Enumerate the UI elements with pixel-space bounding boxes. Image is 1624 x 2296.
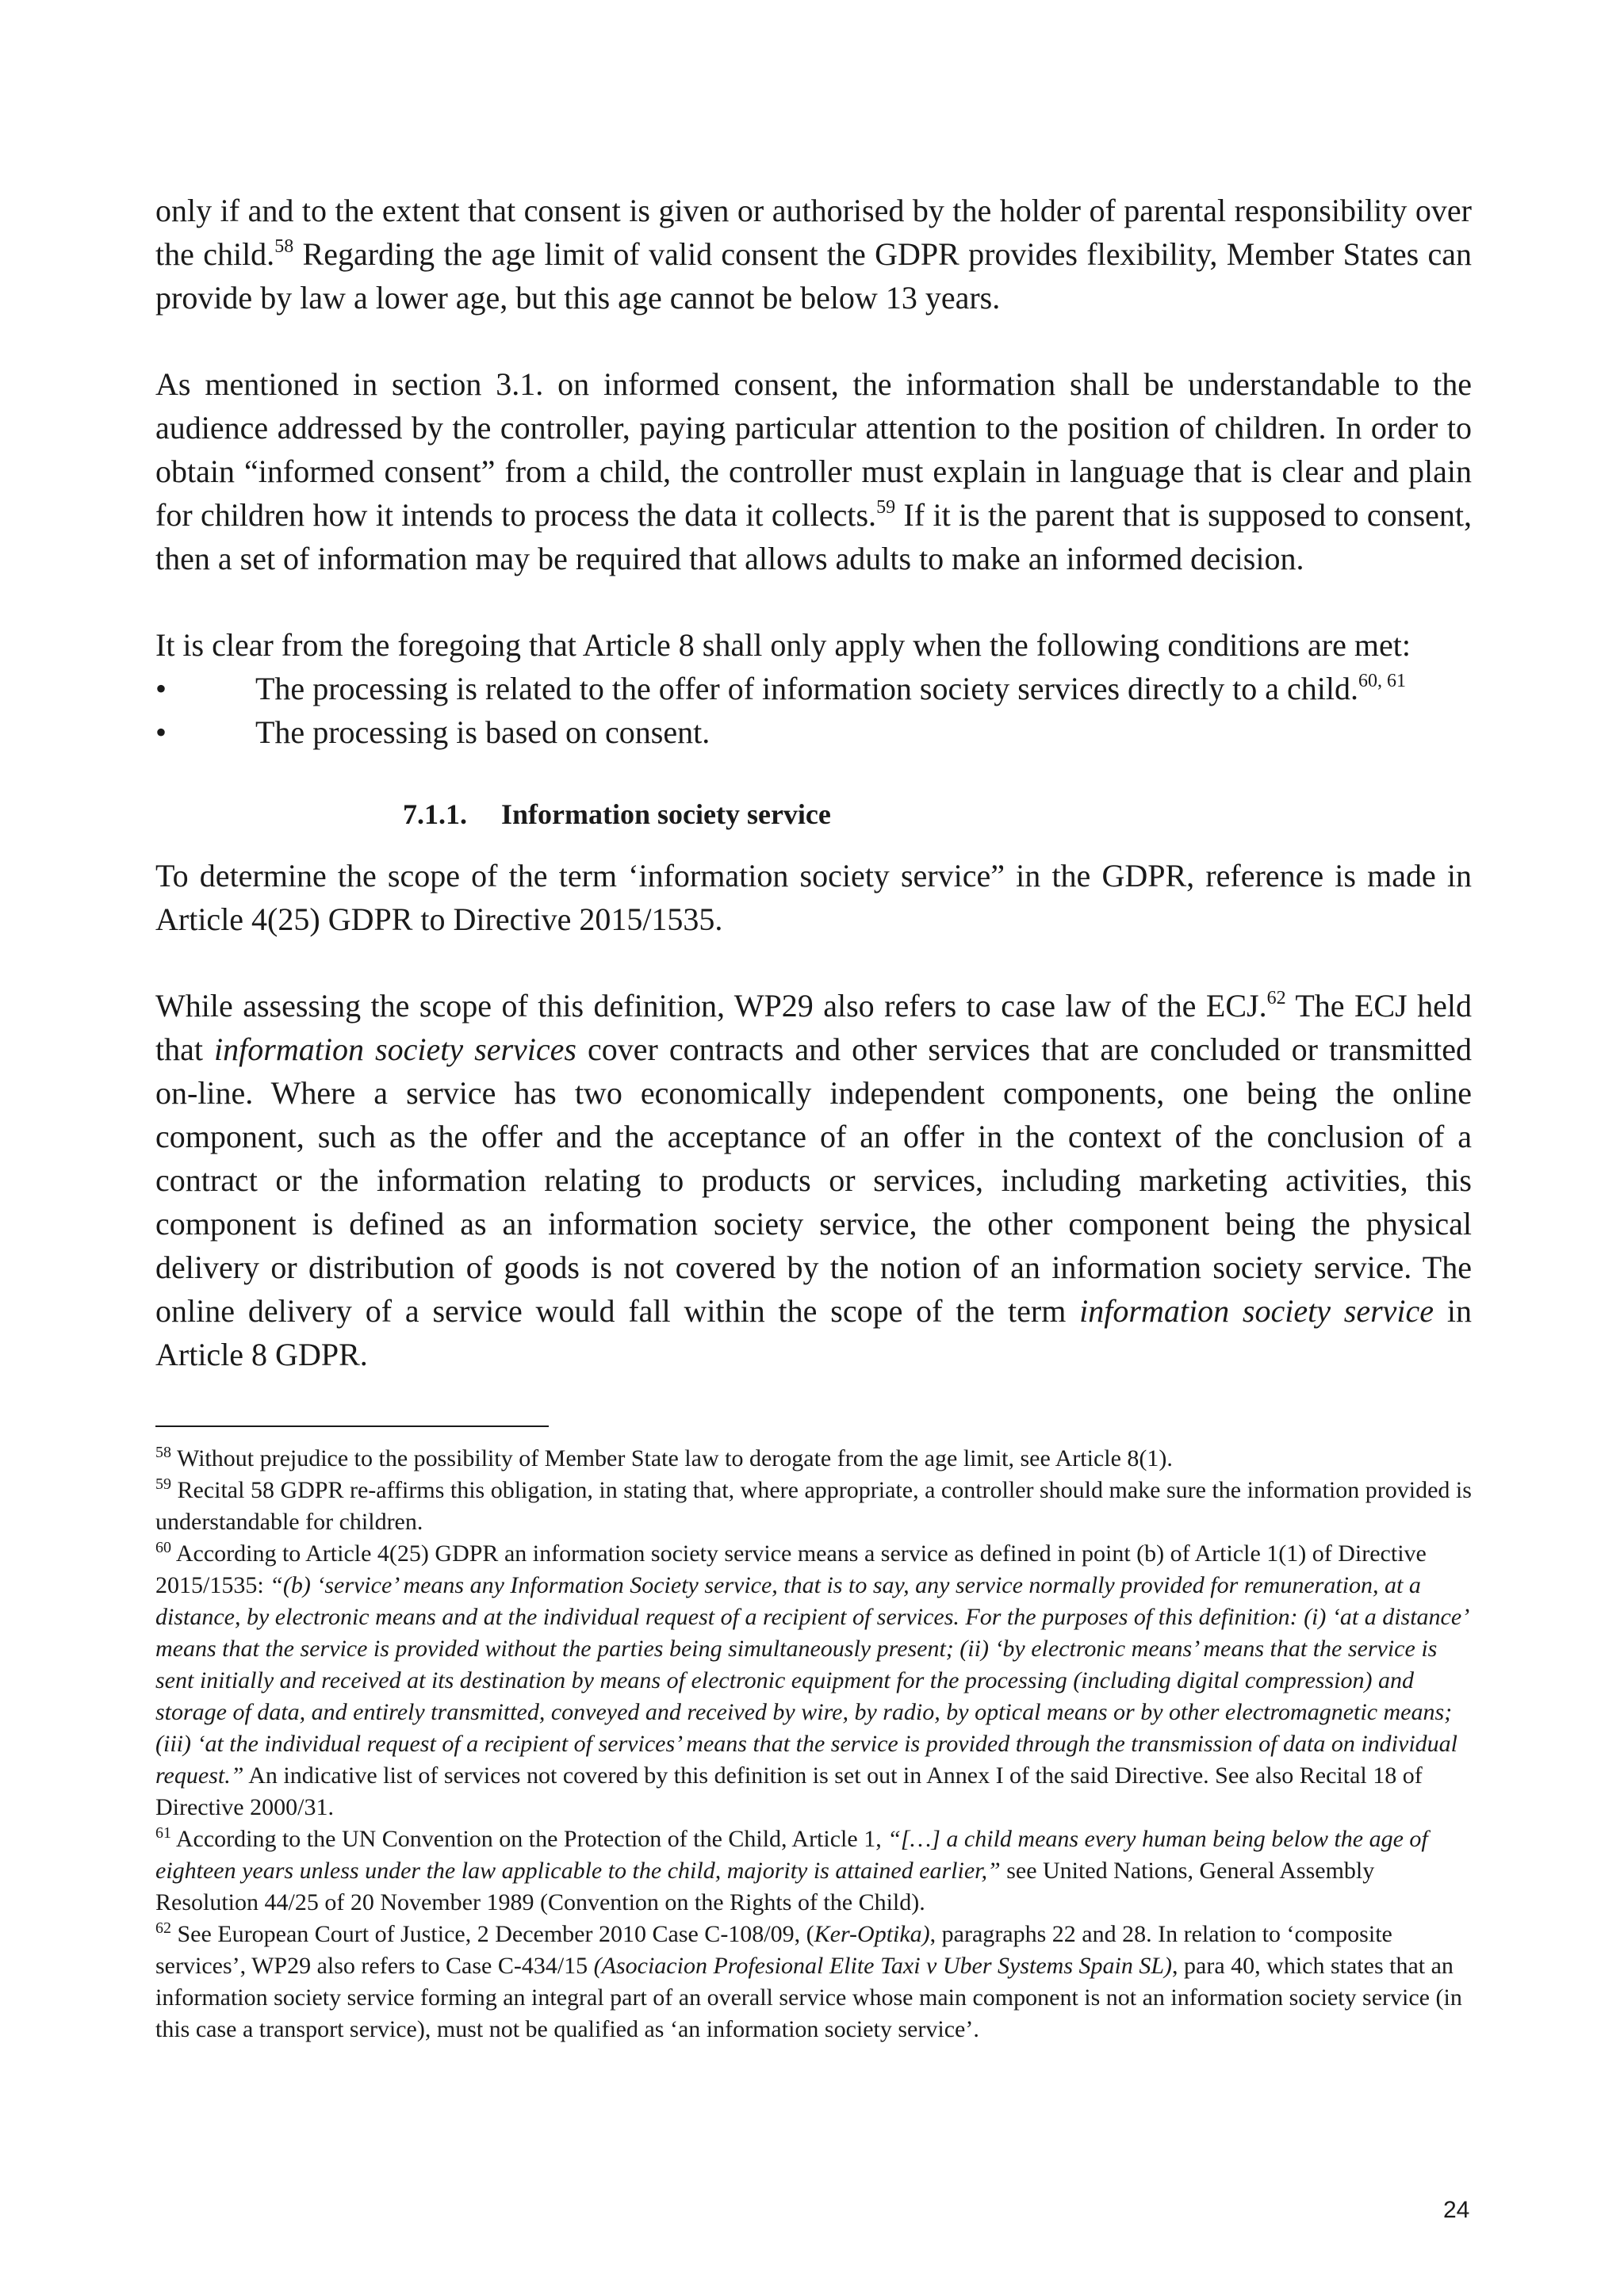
- footnote-59: [155, 1475, 1472, 1538]
- footnote-text: , para 40, which states that an information society service forming an integral part of an overall service whose main component is not an information society service (in this case a transport service), must not be qualified as ‘an information society service’.: [155, 1953, 1462, 2042]
- footnote-61: [155, 1823, 1472, 1919]
- footnote-text: “[…] a child means every human being below the age of eighteen years unless under the law applicable to the child, majority is attained earlier,”: [155, 1826, 1428, 1884]
- footnote-ref-62[interactable]: 62: [1266, 987, 1286, 1008]
- footnote-ref-60-61[interactable]: 60, 61: [1358, 670, 1407, 691]
- footnote-text: “(b) ‘service’ means any Information Society service, that is to say, any service normally provided for remuneration, at a distance, by electronic means and at the individual request of a recipient of services. For the purposes of this definition: (i) ‘at a distance’ means that the service is provided without the parties being simultaneously present; (ii) ‘by electronic means’ means that the service is sent initially and received at its destination by means of electronic equipment for the processing (including digital compression) and storage of data, and entirely transmitted, conveyed and received by wire, by radio, by optical means or by other electromagnetic means; (iii) ‘at the individual request of a recipient of services’ means that the service is provided through the transmission of data on individual request.”: [155, 1572, 1467, 1789]
- footnote-58: [155, 1443, 1472, 1475]
- footnote-text: Ker-Optika): [814, 1921, 930, 1947]
- section-heading: [155, 798, 1472, 830]
- footnote-text: An indicative list of services not covered by this definition is set out in Annex I of the said Directive. See also Recital 18 of Directive 2000/31.: [155, 1762, 1423, 1820]
- main-text: [155, 189, 1472, 1376]
- paragraph-parental-consent: only if and to the extent that consent is given or authorised by the holder of parental responsibility over the child.$^{58}$ Regarding the age limit of valid consent the GDPR provides flexibility, Member States can provide by law a lower age, but this age cannot be below 13 years.: [155, 193, 1472, 316]
- footnote-text: See European Court of Justice, 2 December 2010 Case C-108/09, (: [171, 1921, 814, 1947]
- footnote-number: 58: [155, 1444, 171, 1461]
- bullet-icon: •: [155, 671, 167, 706]
- paragraph-conditions: It is clear from the foregoing that Article 8 shall only apply when the following conditions are met:: [155, 627, 1411, 663]
- section-number: 7.1.1.: [403, 798, 467, 830]
- footnote-text: , paragraphs 22 and 28. In relation to ‘composite services’, WP29 also refers to Case C-434/15: [155, 1921, 1392, 1979]
- section-title: Information society service: [501, 798, 831, 830]
- footnote-number: 59: [155, 1475, 171, 1493]
- footnote-text: (Asociacion Profesional Elite Taxi v Uber Systems Spain SL): [593, 1953, 1173, 1979]
- footnote-number: 62: [155, 1919, 171, 1937]
- footnote-text: Recital 58 GDPR re-affirms this obligation, in stating that, where appropriate, a controller should make sure the information provided is understandable for children.: [155, 1477, 1472, 1535]
- footnote-text: According to Article 4(25) GDPR an information society service means a service as defined in point (b) of Article 1(1) of Directive 2015/1535:: [155, 1540, 1427, 1598]
- conditions-list: [155, 667, 1472, 754]
- footnote-divider: [155, 1425, 549, 1427]
- paragraph-ecj-case-law: While assessing the scope of this definition, WP29 also refers to case law of the ECJ.$^{62}$ The ECJ held that information society services cover contracts and other services that are concluded or transmitted on-line. Where a service has two economically independent components, one being the online component, such as the offer and the acceptance of an offer in the context of the conclusion of a contract or the information relating to products or services, including marketing activities, this component is defined as an information society service, the other component being the physical delivery or distribution of goods is not covered by the notion of an information society service. The online delivery of a service would fall within the scope of the term information society service in Article 8 GDPR.: [155, 987, 1473, 1372]
- paragraph-informed-consent: As mentioned in section 3.1. on informed consent, the information shall be understandable to the audience addressed by the controller, paying particular attention to the position of children. In order to obtain “informed consent” from a child, the controller must explain in language that is clear and plain for children how it intends to process the data it collects.$^{59}$ If it is the parent that is supposed to consent, then a set of information may be required that allows adults to make an informed decision.: [155, 366, 1473, 576]
- footnote-ref-58[interactable]: 58: [274, 235, 294, 257]
- footnote-60: [155, 1538, 1472, 1823]
- bullet-icon: •: [155, 714, 167, 750]
- footnote-number: 61: [155, 1824, 171, 1842]
- footnote-number: 60: [155, 1539, 171, 1556]
- footnote-text: Without prejudice to the possibility of Member State law to derogate from the age limit, see Article 8(1).: [171, 1445, 1173, 1471]
- footnote-text: According to the UN Convention on the Protection of the Child, Article 1,: [171, 1826, 888, 1852]
- page-number: 24: [1443, 2197, 1470, 2223]
- paragraph-scope-term: To determine the scope of the term ‘information society service” in the GDPR, reference is made in Article 4(25) GDPR to Directive 2015/1535.: [155, 858, 1472, 937]
- list-item: • The processing is related to the offer of information society services directly to a child.$^{60, 61}$: [155, 667, 1472, 710]
- footnotes: [155, 1443, 1472, 2045]
- footnote-text: see United Nations, General Assembly Resolution 44/25 of 20 November 1989 (Convention on the Rights of the Child).: [155, 1858, 1375, 1915]
- footnote-ref-59[interactable]: 59: [876, 496, 896, 518]
- footnote-62: [155, 1919, 1472, 2045]
- list-item: • The processing is based on consent.: [155, 710, 1472, 754]
